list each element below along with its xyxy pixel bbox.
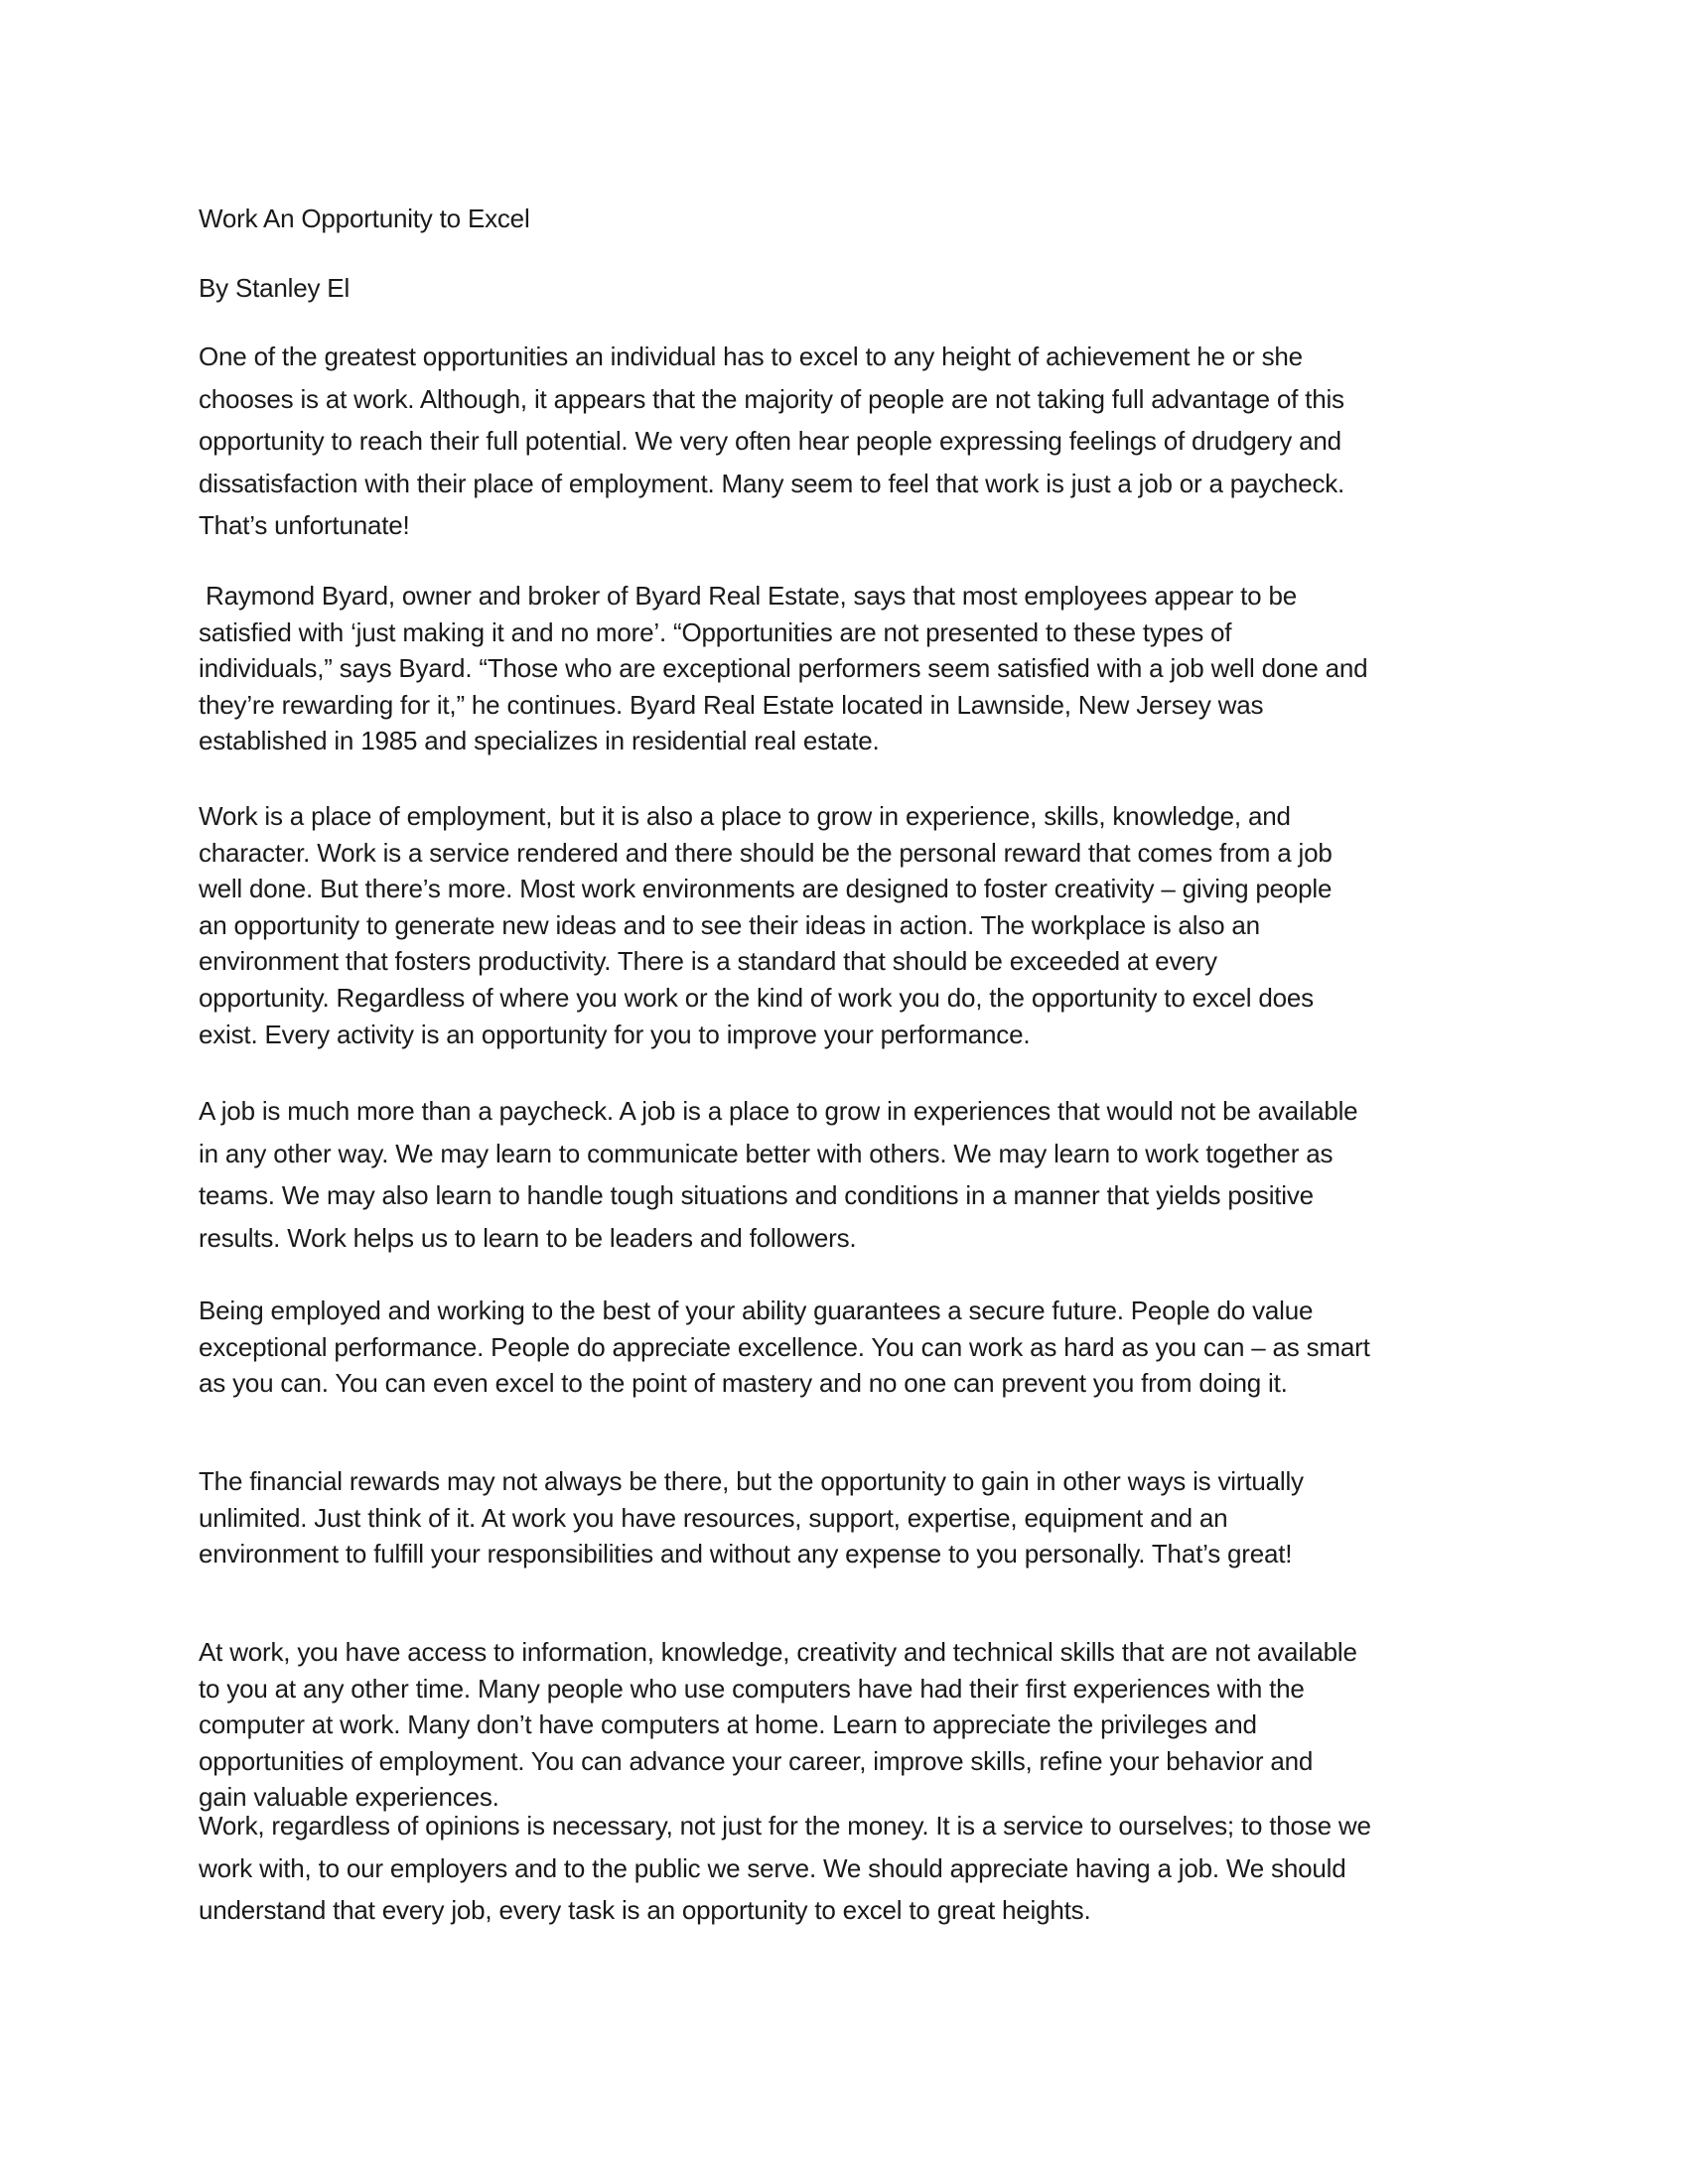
paragraph-line: exceptional performance. People do appreciate excellence. You can work as hard as you can – as smart (199, 1331, 1370, 1362)
paragraph-line: opportunities of employment. You can advance your career, improve skills, refine your behavior and (199, 1745, 1314, 1776)
paragraph-line: dissatisfaction with their place of employment. Many seem to feel that work is just a job or a paycheck. (199, 468, 1345, 498)
paragraph-line: individuals,” says Byard. “Those who are exceptional performers seem satisfied with a job well done and (199, 653, 1368, 684)
paragraph-line: to you at any other time. Many people who use computers have had their first experiences with the (199, 1673, 1305, 1704)
paragraph-line: teams. We may also learn to handle tough situations and conditions in a manner that yields positive (199, 1180, 1314, 1211)
paragraph-line: satisfied with ‘just making it and no more’. “Opportunities are not presented to these types of (199, 616, 1232, 647)
paragraph-being-employed (199, 1293, 1489, 1402)
paragraph-work-place (199, 798, 1489, 1052)
title-text: Work An Opportunity to Excel (199, 204, 530, 233)
paragraph-line: as you can. You can even excel to the point of mastery and no one can prevent you from doing it. (199, 1368, 1288, 1399)
paragraph-conclusion (199, 1805, 1489, 1932)
document-title (199, 201, 1489, 236)
paragraph-line: The financial rewards may not always be there, but the opportunity to gain in other ways is virtually (199, 1466, 1304, 1496)
paragraph-line: chooses is at work. Although, it appears that the majority of people are not taking full advantage of this (199, 383, 1344, 414)
paragraph-line: opportunity. Regardless of where you work or the kind of work you do, the opportunity to excel does (199, 982, 1314, 1013)
paragraph-line: One of the greatest opportunities an individual has to excel to any height of achievement he or she (199, 341, 1303, 371)
paragraph-line: opportunity to reach their full potential. We very often hear people expressing feelings of drudgery and (199, 426, 1341, 457)
paragraph-access-to-information (199, 1634, 1489, 1816)
paragraph-line: work with, to our employers and to the public we serve. We should appreciate having a job. We should (199, 1852, 1346, 1883)
paragraph-line: gain valuable experiences. (199, 1782, 499, 1813)
paragraph-line: Work is a place of employment, but it is also a place to grow in experience, skills, knowledge, and (199, 801, 1291, 831)
paragraph-line: exist. Every activity is an opportunity for you to improve your performance. (199, 1019, 1031, 1049)
paragraph-line: computer at work. Many don’t have computers at home. Learn to appreciate the privileges and (199, 1709, 1257, 1740)
paragraph-line: in any other way. We may learn to communicate better with others. We may learn to work together as (199, 1138, 1334, 1168)
paragraph-financial-rewards (199, 1463, 1489, 1572)
paragraph-line: Work, regardless of opinions is necessary, not just for the money. It is a service to ourselves; to those we (199, 1811, 1371, 1841)
paragraph-line: environment that fosters productivity. There is a standard that should be exceeded at every (199, 946, 1217, 977)
paragraph-line: they’re rewarding for it,” he continues. Byard Real Estate located in Lawnside, New Jersey was (199, 689, 1264, 720)
paragraph-line: A job is much more than a paycheck. A job is a place to grow in experiences that would not be available (199, 1096, 1358, 1126)
paragraph-intro (199, 336, 1489, 547)
paragraph-line: results. Work helps us to learn to be leaders and followers. (199, 1222, 857, 1253)
paragraph-line: Being employed and working to the best of your ability guarantees a secure future. People do value (199, 1296, 1314, 1325)
author-byline (199, 270, 1489, 306)
paragraph-line: well done. But there’s more. Most work environments are designed to foster creativity – giving people (199, 874, 1333, 904)
paragraph-line: environment to fulfill your responsibilities and without any expense to you personally. That’s great! (199, 1539, 1293, 1570)
byline-text: By Stanley El (199, 273, 351, 303)
paragraph-line: character. Work is a service rendered and there should be the personal reward that comes from a job (199, 837, 1333, 868)
paragraph-line: established in 1985 and specializes in residential real estate. (199, 726, 880, 756)
paragraph-line: Raymond Byard, owner and broker of Byard Real Estate, says that most employees appear to be (199, 581, 1297, 611)
paragraph-line: That’s unfortunate! (199, 510, 410, 541)
paragraph-line: understand that every job, every task is an opportunity to excel to great heights. (199, 1895, 1091, 1926)
paragraph-line: unlimited. Just think of it. At work you have resources, support, expertise, equipment and an (199, 1502, 1228, 1533)
paragraph-line: At work, you have access to information, knowledge, creativity and technical skills that are not available (199, 1637, 1357, 1667)
paragraph-line: an opportunity to generate new ideas and to see their ideas in action. The workplace is also an (199, 909, 1260, 940)
paragraph-job-more-than-paycheck (199, 1090, 1489, 1259)
paragraph-byard-quote (199, 578, 1489, 759)
